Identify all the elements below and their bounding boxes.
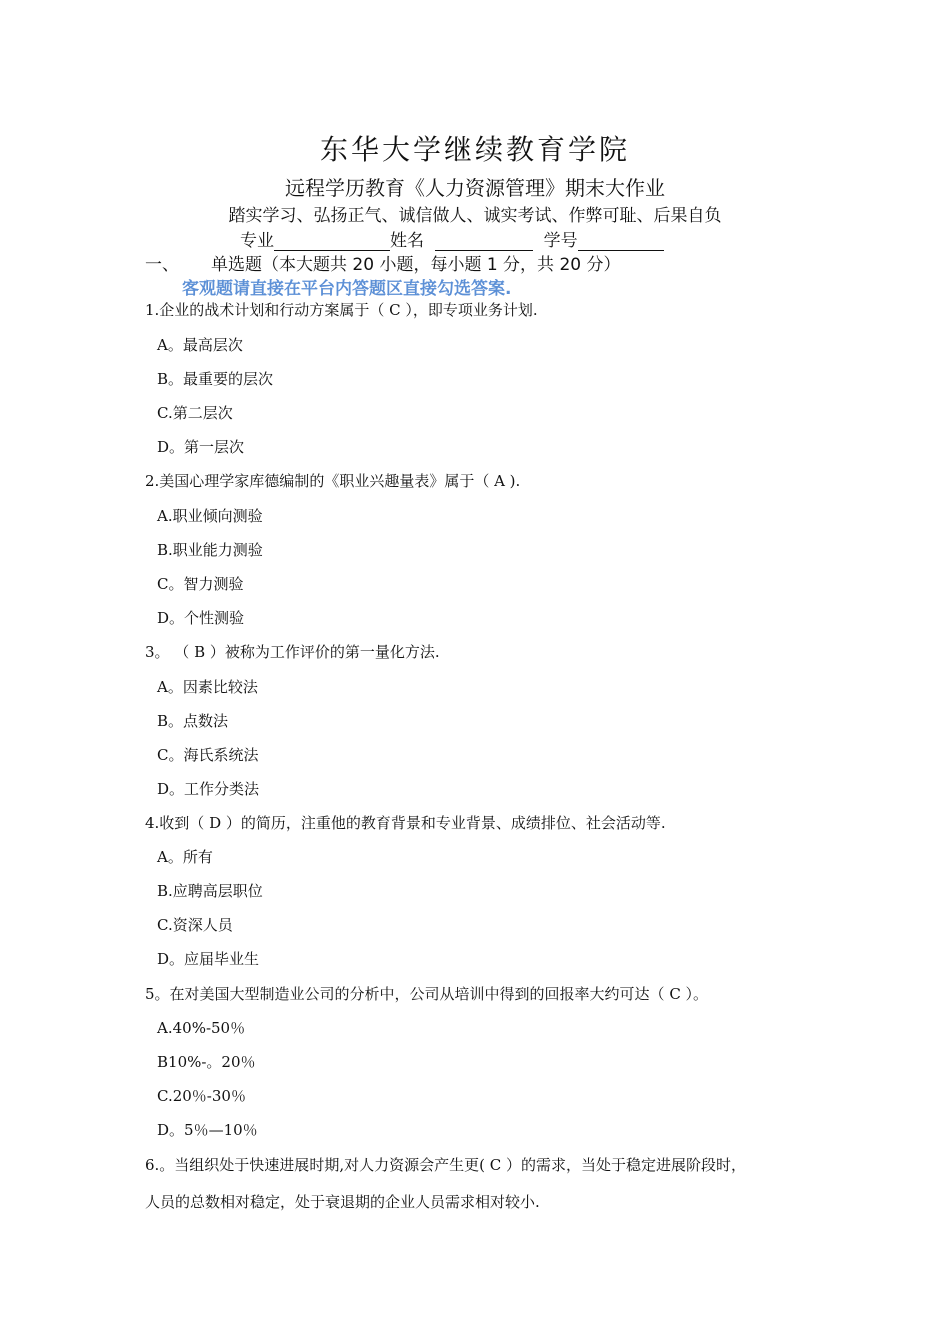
question-option: D。个性测验 (157, 609, 245, 627)
question-option: A。最高层次 (157, 336, 243, 354)
question-option: A.职业倾向测验 (157, 507, 263, 525)
student-info-line (240, 226, 664, 251)
name-field[interactable] (435, 232, 533, 251)
student-id-field[interactable] (578, 232, 664, 251)
question-option: B。最重要的层次 (157, 370, 274, 388)
question-stem-continued: 人员的总数相对稳定，处于衰退期的企业人员需求相对较小. (145, 1193, 540, 1211)
question-option: B.职业能力测验 (157, 541, 263, 559)
question-option: B.应聘高层职位 (157, 882, 263, 900)
question-option: C.第二层次 (157, 404, 233, 422)
question-option: C.资深人员 (157, 916, 233, 934)
question-stem: 3。 （ B ）被称为工作评价的第一量化方法. (145, 643, 440, 661)
answer-note: 客观题请直接在平台内答题区直接勾选答案. (182, 279, 512, 299)
honesty-motto: 踏实学习、弘扬正气、诚信做人、诚实考试、作弊可耻、后果自负 (228, 206, 722, 226)
question-stem: 6.。当组织处于快速进展时期,对人力资源会产生更( C ）的需求，当处于稳定进展阶段时， (145, 1156, 746, 1174)
document-subtitle: 远程学历教育《人力资源管理》期末大作业 (285, 176, 665, 200)
question-option: D。应届毕业生 (157, 950, 260, 968)
question-stem: 4.收到（ D ）的简历，注重他的教育背景和专业背景、成绩排位、社会活动等. (145, 814, 666, 832)
question-stem: 5。在对美国大型制造业公司的分析中，公司从培训中得到的回报率大约可达（ C ）。 (145, 985, 709, 1003)
document-title: 东华大学继续教育学院 (319, 133, 630, 166)
name-label: 姓名 (390, 231, 424, 251)
student-id-label: 学号 (543, 231, 578, 251)
section-title: 单选题（本大题共 20 小题，每小题 1 分，共 20 分） (211, 255, 621, 275)
question-stem: 2.美国心理学家库德编制的《职业兴趣量表》属于（ A ). (145, 472, 521, 490)
section-number: 一、 (145, 255, 179, 275)
section-heading (145, 250, 621, 275)
question-option: A.40%-50％ (157, 1019, 246, 1037)
question-option: A。因素比较法 (157, 678, 258, 696)
question-option: A。所有 (157, 848, 213, 866)
question-option: D。5％—10％ (157, 1121, 258, 1139)
question-option: C。智力测验 (157, 575, 244, 593)
question-option: C.20％-30％ (157, 1087, 246, 1105)
question-option: D。第一层次 (157, 438, 245, 456)
major-field[interactable] (274, 232, 390, 251)
question-stem: 1.企业的战术计划和行动方案属于（ C ），即专项业务计划. (145, 301, 538, 319)
question-option: B10%-。20％ (157, 1053, 256, 1071)
question-option: B。点数法 (157, 712, 229, 730)
question-option: C。海氏系统法 (157, 746, 259, 764)
major-label: 专业 (240, 231, 274, 251)
question-option: D。工作分类法 (157, 780, 260, 798)
